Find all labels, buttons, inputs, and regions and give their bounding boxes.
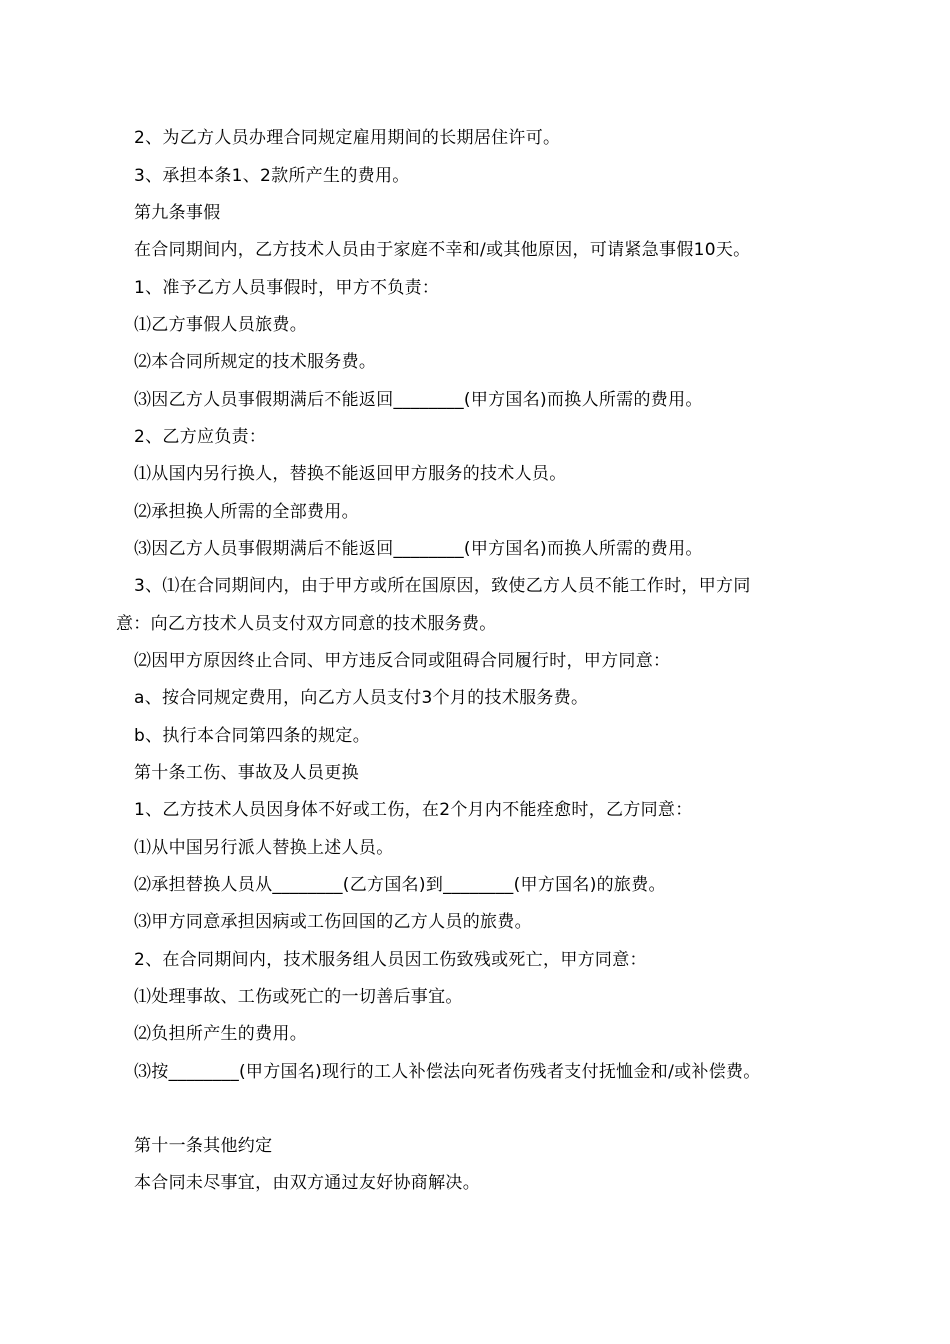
paragraph-line: ⑶因乙方人员事假期满后不能返回________(甲方国名)而换人所需的费用。	[134, 390, 703, 410]
paragraph-line: ⑵负担所产生的费用。	[134, 1024, 307, 1044]
paragraph-line: 意：向乙方技术人员支付双方同意的技术服务费。	[116, 614, 497, 634]
paragraph-line: ⑵因甲方原因终止合同、甲方违反合同或阻碍合同履行时，甲方同意：	[134, 651, 671, 671]
paragraph-line: 1、乙方技术人员因身体不好或工伤，在2个月内不能痊愈时，乙方同意：	[134, 800, 693, 820]
paragraph-line: ⑴乙方事假人员旅费。	[134, 315, 307, 335]
paragraph-line: 3、承担本条1、2款所产生的费用。	[134, 166, 410, 186]
section-heading: 第十一条其他约定	[134, 1136, 273, 1156]
paragraph-line: b、执行本合同第四条的规定。	[134, 726, 370, 746]
paragraph-line: ⑴从国内另行换人，替换不能返回甲方服务的技术人员。	[134, 464, 567, 484]
paragraph-line: ⑵承担换人所需的全部费用。	[134, 502, 359, 522]
paragraph-line: ⑶按________(甲方国名)现行的工人补偿法向死者伤残者支付抚恤金和/或补偿费。	[134, 1062, 761, 1082]
section-heading: 第十条工伤、事故及人员更换	[134, 763, 359, 783]
paragraph-line: 1、准予乙方人员事假时，甲方不负责：	[134, 278, 440, 298]
paragraph-line: ⑵承担替换人员从________(乙方国名)到________(甲方国名)的旅费。	[134, 875, 666, 895]
paragraph-line: 在合同期间内，乙方技术人员由于家庭不幸和/或其他原因，可请紧急事假10天。	[134, 240, 751, 260]
section-heading: 第九条事假	[134, 203, 221, 223]
paragraph-line: 本合同未尽事宜，由双方通过友好协商解决。	[134, 1173, 480, 1193]
paragraph-line: a、按合同规定费用，向乙方人员支付3个月的技术服务费。	[134, 688, 589, 708]
paragraph-line: 2、在合同期间内，技术服务组人员因工伤致残或死亡，甲方同意：	[134, 950, 647, 970]
paragraph-line: ⑶因乙方人员事假期满后不能返回________(甲方国名)而换人所需的费用。	[134, 539, 703, 559]
paragraph-line: 2、为乙方人员办理合同规定雇用期间的长期居住许可。	[134, 128, 561, 148]
paragraph-line: 3、⑴在合同期间内，由于甲方或所在国原因，致使乙方人员不能工作时，甲方同	[134, 576, 751, 596]
paragraph-line: ⑵本合同所规定的技术服务费。	[134, 352, 377, 372]
paragraph-line: 2、乙方应负责：	[134, 427, 267, 447]
paragraph-line: ⑴处理事故、工伤或死亡的一切善后事宜。	[134, 987, 463, 1007]
paragraph-line: ⑶甲方同意承担因病或工伤回国的乙方人员的旅费。	[134, 912, 532, 932]
paragraph-line: ⑴从中国另行派人替换上述人员。	[134, 838, 394, 858]
